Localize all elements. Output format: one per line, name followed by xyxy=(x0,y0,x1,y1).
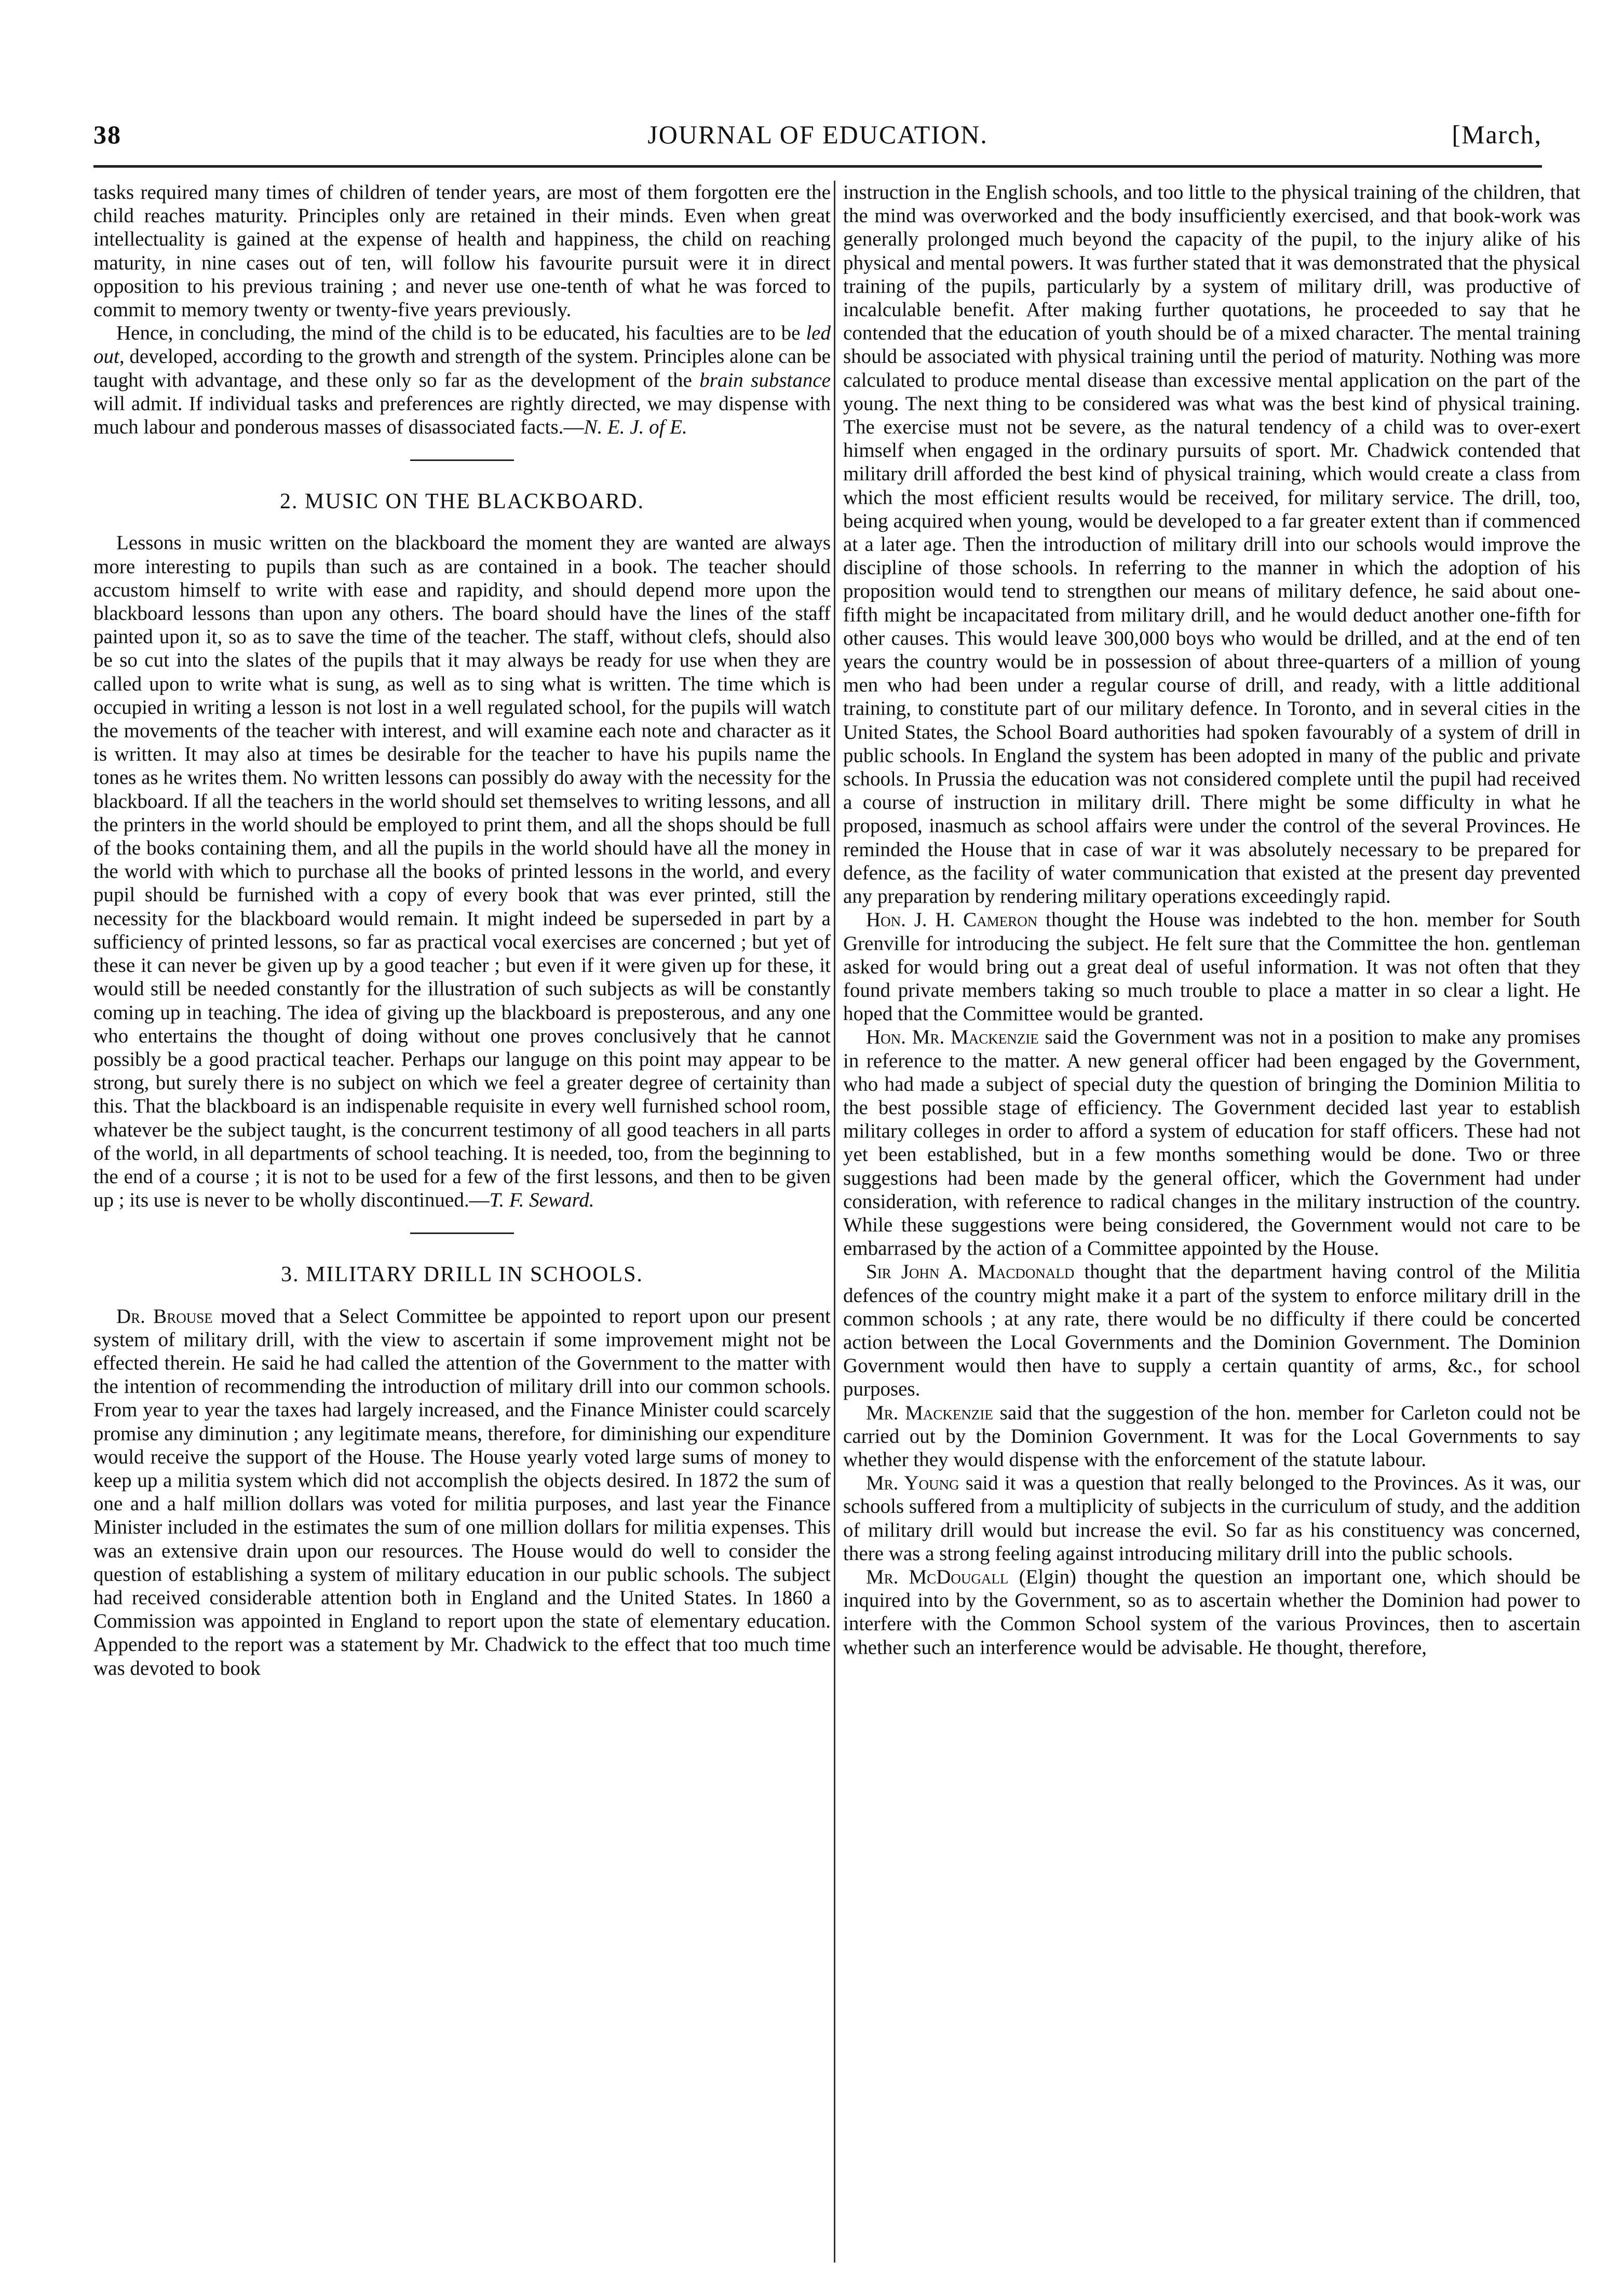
speaker-name: Hon. J. H. Cameron xyxy=(866,909,1038,931)
section-divider xyxy=(410,459,514,461)
cameron-paragraph xyxy=(843,908,1580,1025)
mackenzie-paragraph xyxy=(843,1025,1580,1260)
column-divider xyxy=(834,181,835,2263)
mackenzie-second-text: said that the suggestion of the hon. member for Carleton could not be carried out by the Dominion Government. It was for the Local Governments to say whether they would dispense with the enforcement of the statute labour. xyxy=(843,1401,1580,1471)
military-drill-paragraph xyxy=(93,1305,831,1680)
speaker-name: Hon. Mr. Mackenzie xyxy=(866,1026,1039,1049)
young-paragraph xyxy=(843,1471,1580,1565)
conclusion-paragraph xyxy=(93,321,831,439)
military-drill-text: moved that a Select Committee be appointed to report upon our present system of military drill, with the view to ascertain if some improvement might not be effected therein. He said he had called the attention of the Government to the matter with the intention of recommending the introduction of military drill into our common schools. From year to year the taxes had largely increased, and the Finance Minister could scarcely promise any diminution ; any legitimate means, therefore, for diminishing our expenditure would receive the support of the House. The House yearly voted large sums of money to keep up a militia system which did not accomplish the objects desired. In 1872 the sum of one and a half million dollars was voted for militia purposes, and last year the Finance Minister included in the estimates the sum of one million dollars for militia expenses. This was an extensive drain upon our resources. The House would do well to consider the question of establishing a system of military education in our public schools. The subject had received considerable attention both in England and the United States. In 1860 a Commission was appointed in England to report upon the state of elementary education. Appended to the report was a statement by Mr. Chadwick to the effect that too much time was devoted to book xyxy=(93,1305,831,1679)
conclusion-emphasis-brain-substance: brain substance xyxy=(699,369,831,391)
header-rule xyxy=(93,165,1542,168)
mcdougall-text: (Elgin) thought the question an important one, which should be inquired into by the Government, so as to ascertain whether the Dominion had power to interfere with the Common School system of the various Provinces, then to ascertain whether such an interference would be advisable. He thought, therefore, xyxy=(843,1565,1580,1659)
intro-paragraph: tasks required many times of children of tender years, are most of them forgotten ere the child reaches maturity. Principles only are retained in their minds. Even when great intellectuality is gained at the expense of health and happiness, the child on reaching maturity, in nine cases out of ten, will follow his favourite pursuit were it in direct opposition to his previous training ; and never use one-tenth of what he was forced to commit to memory twenty or twenty-five years previously. xyxy=(93,181,831,321)
young-text: said it was a question that really belonged to the Provinces. As it was, our schools suffered from a multiplicity of subjects in the curriculum of study, and the addition of military drill would but increase the evil. So far as his constituency was concerned, there was a strong feeling against introducing military drill into the public schools. xyxy=(843,1472,1580,1565)
music-source: T. F. Seward. xyxy=(489,1189,594,1212)
section-heading-music: 2. MUSIC ON THE BLACKBOARD. xyxy=(280,490,644,514)
speaker-name: Dr. Brouse xyxy=(116,1305,213,1327)
page-header xyxy=(93,115,1542,157)
conclusion-text-b: , developed, according to the growth and strength of the system. Principles alone can be taught with advantage, and these only so far as the development of the xyxy=(93,345,831,391)
mcdougall-paragraph xyxy=(843,1565,1580,1659)
conclusion-text-a: Hence, in concluding, the mind of the child is to be educated, his faculties are to be xyxy=(116,322,806,345)
military-drill-continued: instruction in the English schools, and too little to the physical training of the children, that the mind was overworked and the body insufficiently exercised, and that book-work was generally prolonged much beyond the capacity of the pupil, to the injury alike of his physical and mental powers. It was further stated that it was demonstrated that the physical training of the pupils, particularly by a system of military drill, was productive of incalculable benefit. After making further quotations, he proceeded to say that he contended that the education of youth should be of a mixed character. The mental training should be associated with physical training until the period of maturity. Nothing was more calculated to produce mental disease than excessive mental application on the part of the young. The next thing to be considered was what was the best kind of physical training. The exercise must not be severe, as the natural tendency of a child was to over-exert himself when engaged in the ordinary pursuits of sport. Mr. Chadwick contended that military drill afforded the best kind of physical training, which would create a class from which the most efficient results would be received, for military service. The drill, too, being acquired when young, would be developed to a far greater extent than if commenced at a later age. Then the introduction of military drill into our schools would improve the discipline of those schools. In referring to the manner in which the adoption of his proposition would tend to strengthen our means of military defence, he said about one-fifth might be incapacitated from military drill, and he would deduct another one-fifth for other causes. This would leave 300,000 boys who would be drilled, and at the end of ten years the country would be in possession of about three-quarters of a million of young men who had been under a regular course of drill, and ready, with a little additional training, to constitute part of our military defence. In Toronto, and in several cities in the United States, the School Board authorities had spoken favourably of a system of drill in public schools. In England the system has been adopted in many of the public and private schools. In Prussia the education was not considered complete until the pupil had received a course of instruction in military drill. There might be some difficulty in what he proposed, inasmuch as school affairs were under the control of the several Provinces. He reminded the House that in case of war it was absolutely necessary to be prepared for defence, as the facility of water communication that existed at the present day prevented any preparation by rendering military operations exceedingly rapid. xyxy=(843,181,1580,908)
conclusion-emphasis-led-out: led out xyxy=(93,322,831,368)
journal-title: JOURNAL OF EDUCATION. xyxy=(647,120,988,149)
issue-month: [March, xyxy=(1452,120,1542,149)
conclusion-source: N. E. J. of E. xyxy=(584,416,687,439)
music-paragraph xyxy=(93,531,831,1212)
left-column xyxy=(93,181,831,1680)
speaker-name: Mr. Young xyxy=(866,1472,959,1495)
right-column xyxy=(843,181,1580,1659)
music-text: Lessons in music written on the blackboard the moment they are wanted are always more interesting to pupils than such as are contained in a book. The teacher should accustom himself to write with ease and rapidity, and should depend more upon the blackboard lessons than upon any others. The board should have the lines of the staff painted upon it, so as to save the time of the teacher. The staff, without clefs, should also be so cut into the slates of the pupils that it may always be ready for use when they are called upon to write what is sung, as well as to sing what is written. The time which is occupied in writing a lesson is not lost in a well regulated school, for the pupils will watch the movements of the teacher with interest, and will examine each note and character as it is written. It may also at times be desirable for the teacher to have his pupils name the tones as he writes them. No written lessons can possibly do away with the necessity for the blackboard. If all the teachers in the world should set themselves to writing lessons, and all the printers in the world should be employed to print them, and all the shops should be full of the books containing them, and all the pupils in the world should have all the money in the world with which to purchase all the books of printed lessons in the world, and every pupil should be furnished with a copy of every book that was ever printed, still the necessity for the blackboard would remain. It might indeed be superseded in part by a sufficiency of printed lessons, so far as practical vocal exercises are concerned ; but yet of these it can never be given up by a good teacher ; but even if it were given up for these, it would still be needed constantly for the illustration of such subjects as will be constantly coming up in teaching. The idea of giving up the blackboard is preposterous, and any one who entertains the thought of doing without one proves conclusively that he cannot possibly be a good practical teacher. Perhaps our languge on this point may appear to be strong, but surely there is no subject on which we feel a greater degree of certainity than this. That the blackboard is an indispenable requisite in every well furnished school room, whatever be the subject taught, is the concurrent testimony of all good teachers in all parts of the world, in all departments of school teaching. It is needed, too, from the beginning to the end of a course ; it is not to be used for a few of the first lessons, and then to be given up ; its use is never to be wholly discontinued.— xyxy=(93,532,831,1212)
cameron-text: thought the House was indebted to the hon. member for South Grenville for introducing the subject. He felt sure that the Committee the hon. gentleman asked for would bring out a great deal of useful information. It was not often that they found private members taking so much trouble to place a matter in so clear a light. He hoped that the Committee would be granted. xyxy=(843,909,1580,1025)
mackenzie-second-paragraph xyxy=(843,1401,1580,1472)
page-number: 38 xyxy=(93,120,121,149)
speaker-name: Sir John A. Macdonald xyxy=(866,1261,1075,1283)
macdonald-paragraph xyxy=(843,1260,1580,1401)
macdonald-text: thought that the department having control of the Militia defences of the country might make it a part of the system to enforce military drill in the common schools ; at any rate, there would be no difficulty if there could be concerted action between the Local Governments and the Dominion Government. The Dominion Government would then have to supply a certain quantity of arms, &c., for school purposes. xyxy=(843,1261,1580,1401)
mackenzie-text: said the Government was not in a position to make any promises in reference to the matter. A new general officer had been engaged by the Government, who had made a subject of special duty the question of bringing the Dominion Militia to the best possible stage of efficiency. The Government decided last year to establish military colleges in order to afford a system of education for staff officers. These had not yet been established, but in a few months something would be done. Two or three suggestions had been made by the general officer, which the Government had under consideration, with reference to radical changes in the military instruction of the country. While these suggestions were being considered, the Government would not care to be embarrased by the action of a Committee appointed by the House. xyxy=(843,1026,1581,1260)
speaker-name: Mr. McDougall xyxy=(866,1565,1009,1588)
section-divider xyxy=(410,1232,514,1234)
conclusion-text-c: will admit. If individual tasks and preferences are rightly directed, we may dispense with much labour and ponderous masses of disassociated facts.— xyxy=(93,392,831,439)
speaker-name: Mr. Mackenzie xyxy=(866,1401,993,1424)
section-heading-military-drill: 3. MILITARY DRILL IN SCHOOLS. xyxy=(281,1263,643,1287)
